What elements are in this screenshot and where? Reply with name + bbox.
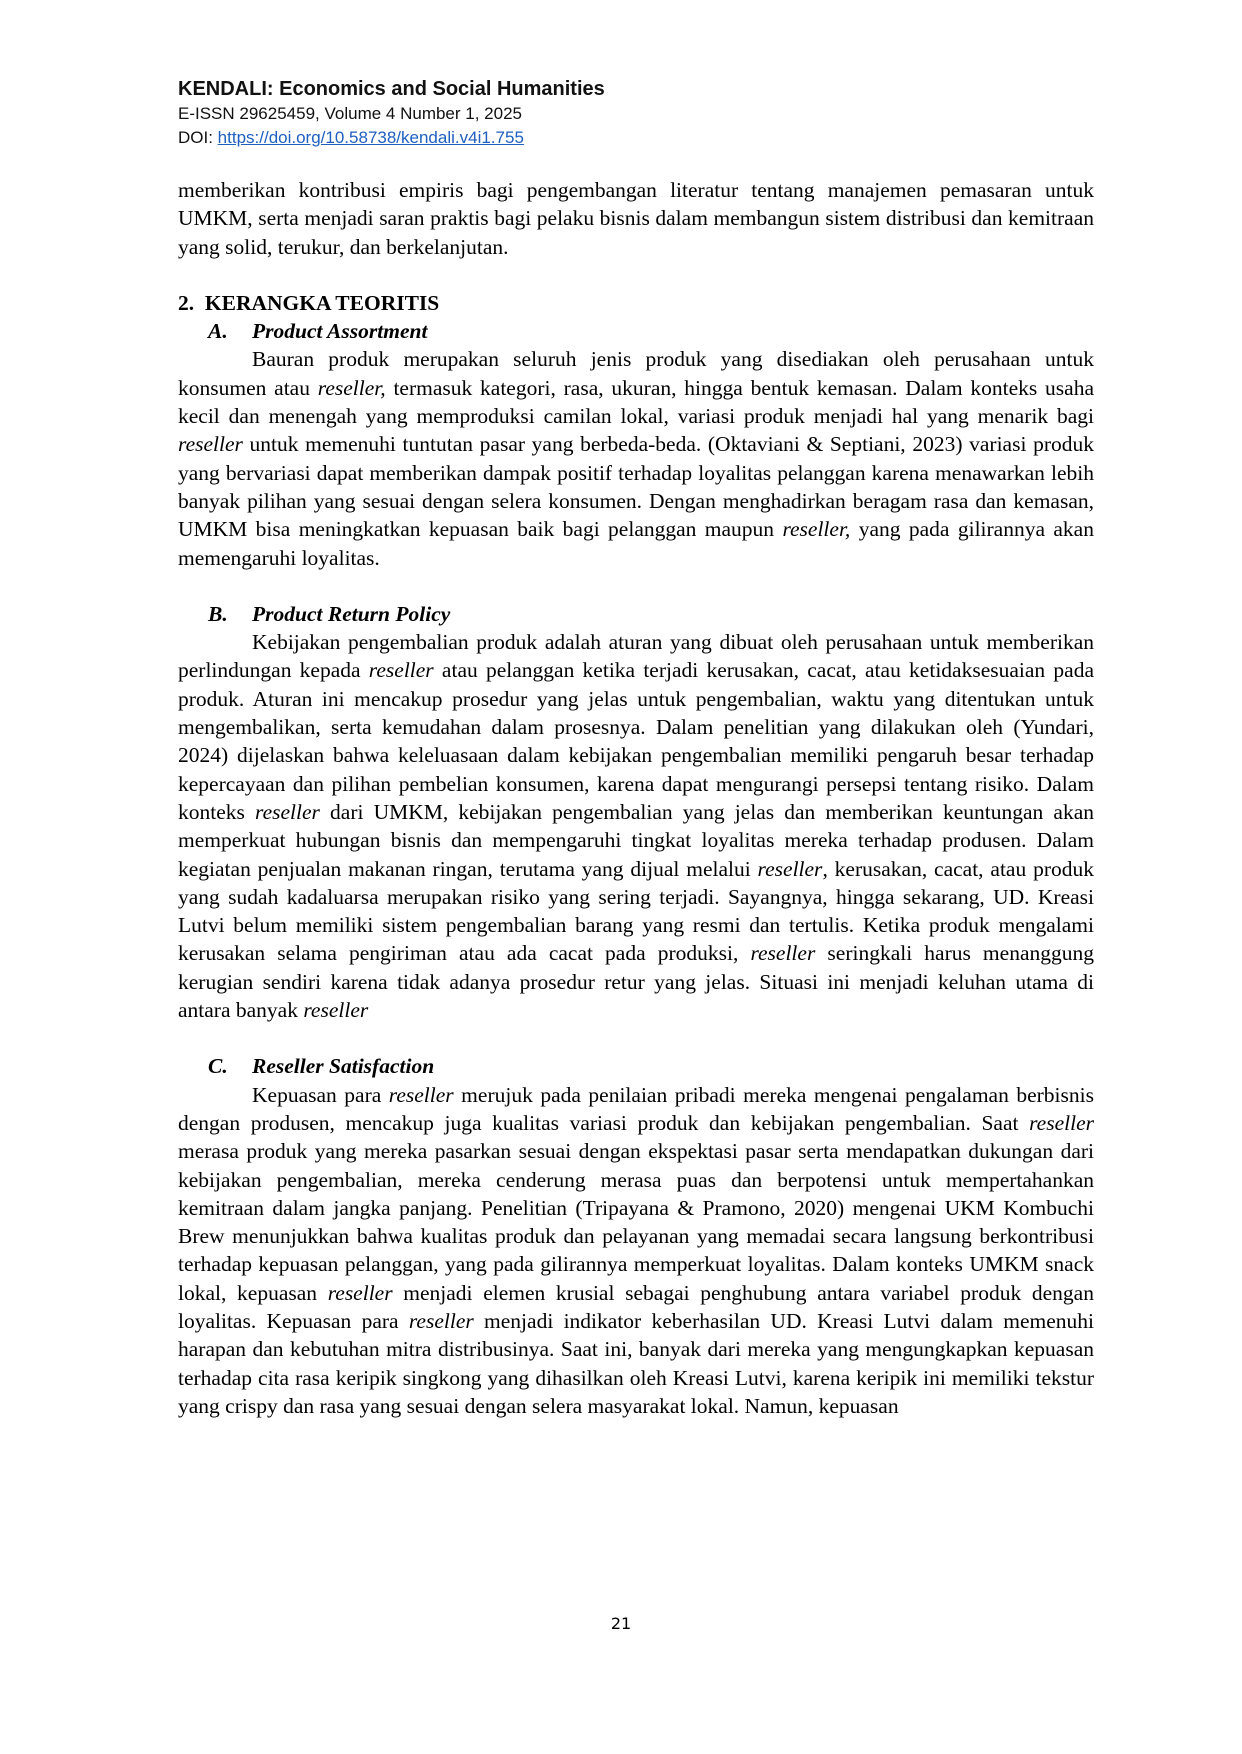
doi-link[interactable]: https://doi.org/10.58738/kendali.v4i1.755 [217, 128, 524, 147]
paragraph-return-policy: Kebijakan pengembalian produk adalah aturan yang dibuat oleh perusahaan untuk memberikan perlindungan kepada reseller atau pelanggan ketika terjadi kerusakan, cacat, atau ketidaksesuaian pada produk. Aturan ini mencakup prosedur yang jelas untuk pengembalian, waktu yang ditentukan untuk mengembalikan, serta kemudahan dalam prosesnya. Dalam penelitian yang dilakukan oleh (Yundari, 2024) dijelaskan bahwa keleluasaan dalam kebijakan pengembalian memiliki pengaruh besar terhadap kepercayaan dan pilihan pembelian konsumen, karena dapat mengurangi persepsi tentang risiko. Dalam konteks reseller dari UMKM, kebijakan pengembalian yang jelas dan memberikan keuntungan akan memperkuat hubungan bisnis dan mempengaruhi tingkat loyalitas mereka terhadap produsen. Dalam kegiatan penjualan makanan ringan, terutama yang dijual melalui reseller, kerusakan, cacat, atau produk yang sudah kadaluarsa merupakan risiko yang sering terjadi. Sayangnya, hingga sekarang, UD. Kreasi Lutvi belum memiliki sistem pengembalian barang yang resmi dan tertulis. Ketika produk mengalami kerusakan selama pengiriman atau ada cacat pada produksi, reseller seringkali harus menanggung kerugian sendiri karena tidak adanya prosedur retur yang jelas. Situasi ini menjadi keluhan utama di antara banyak reseller [178, 630, 1094, 1023]
running-header [178, 76, 605, 150]
subsection-heading-c [178, 1052, 1094, 1080]
subsection-letter: A. [208, 319, 228, 344]
doi-label: DOI: [178, 128, 218, 147]
section-title: KERANGKA TEORITIS [204, 290, 440, 315]
subsection-title: Product Return Policy [252, 601, 451, 626]
section-number: 2. [178, 290, 195, 315]
section-heading [178, 289, 1094, 317]
subsection-title: Product Assortment [252, 319, 428, 344]
page-number: 21 [610, 1614, 632, 1633]
paragraph-reseller-satisfaction: Kepuasan para reseller merujuk pada penilaian pribadi mereka mengenai pengalaman berbisnis dengan produsen, mencakup juga kualitas variasi produk dan kebijakan pengembalian. Saat reseller merasa produk yang mereka pasarkan sesuai dengan ekspektasi pasar serta mendapatkan dukungan dari kebijakan pengembalian, mereka cenderung merasa puas dan berpotensi untuk mempertahankan kemitraan dalam jangka panjang. Penelitian (Tripayana & Pramono, 2020) mengenai UKM Kombuchi Brew menunjukkan bahwa kualitas produk dan pelayanan yang memadai secara langsung berkontribusi terhadap kepuasan pelanggan, yang pada gilirannya memperkuat loyalitas. Dalam konteks UMKM snack lokal, kepuasan reseller menjadi elemen krusial sebagai penghubung antara variabel produk dengan loyalitas. Kepuasan para reseller menjadi indikator keberhasilan UD. Kreasi Lutvi dalam memenuhi harapan dan kebutuhan mitra distribusinya. Saat ini, banyak dari mereka yang mengungkapkan kepuasan terhadap cita rasa keripik singkong yang dihasilkan oleh Kreasi Lutvi, karena keripik ini memiliki tekstur yang crispy dan rasa yang sesuai dengan selera masyarakat lokal. Namun, kepuasan [178, 1082, 1094, 1418]
subsection-letter: C. [208, 1054, 228, 1079]
paragraph-product-assortment: Bauran produk merupakan seluruh jenis produk yang disediakan oleh perusahaan untuk konsumen atau reseller, termasuk kategori, rasa, ukuran, hingga bentuk kemasan. Dalam konteks usaha kecil dan menengah yang memproduksi camilan lokal, variasi produk menjadi hal yang menarik bagi reseller untuk memenuhi tuntutan pasar yang berbeda-beda. (Oktaviani & Septiani, 2023) variasi produk yang bervariasi dapat memberikan dampak positif terhadap loyalitas pelanggan karena menawarkan lebih banyak pilihan yang sesuai dengan selera konsumen. Dengan menghadirkan beragam rasa dan kemasan, UMKM bisa meningkatkan kepuasan baik bagi pelanggan maupun reseller, yang pada gilirannya akan memengaruhi loyalitas. [178, 347, 1094, 570]
subsection-heading-a [178, 317, 1094, 345]
subsection-heading-b [178, 600, 1094, 628]
doi-line [178, 126, 605, 150]
issn-line: E-ISSN 29625459, Volume 4 Number 1, 2025 [178, 104, 522, 123]
page-body [178, 176, 1094, 1420]
subsection-title: Reseller Satisfaction [252, 1054, 435, 1079]
journal-title: KENDALI: Economics and Social Humanities [178, 78, 605, 100]
subsection-letter: B. [208, 601, 228, 626]
intro-paragraph: memberikan kontribusi empiris bagi pengembangan literatur tentang manajemen pemasaran untuk UMKM, serta menjadi saran praktis bagi pelaku bisnis dalam membangun sistem distribusi dan kemitraan yang solid, terukur, dan berkelanjutan. [178, 178, 1094, 259]
